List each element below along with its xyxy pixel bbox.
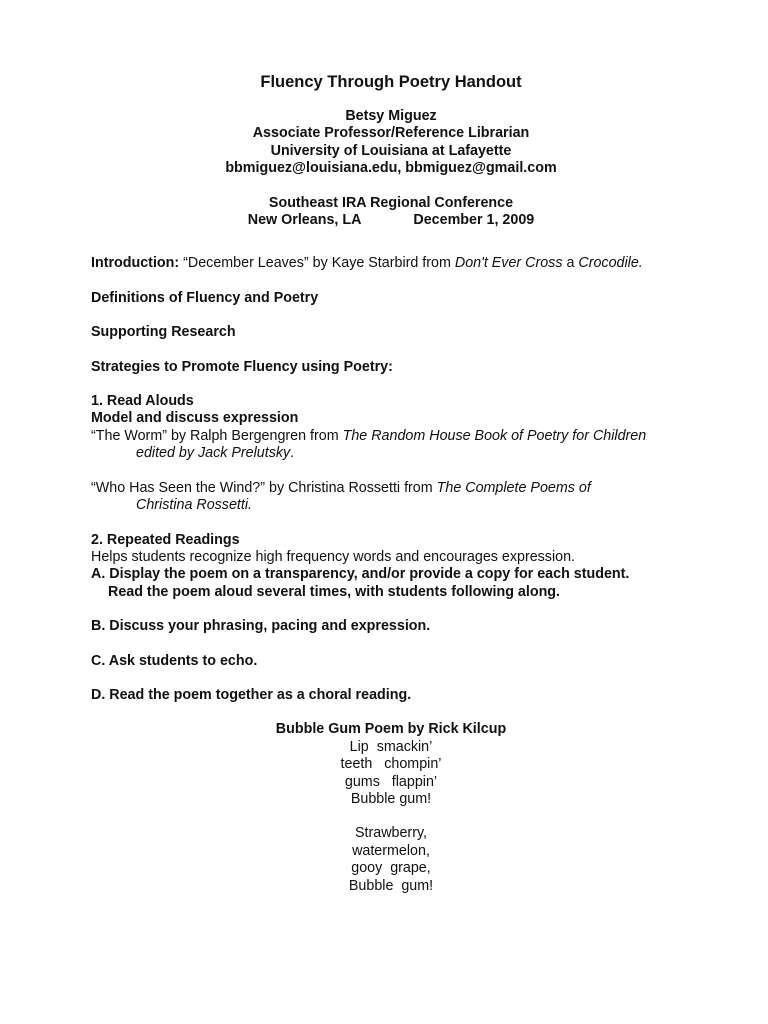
read-aloud-item-2 (91, 480, 691, 497)
poem-line: gooy grape, (351, 860, 431, 877)
poem-line: watermelon, (352, 842, 430, 859)
read-alouds-heading: 1. Read Alouds (91, 393, 194, 410)
read-aloud-item-1-editor: edited by Jack Prelutsky (136, 445, 291, 462)
poem-line: Bubble gum! (350, 790, 432, 807)
read-aloud-item-1-text: “The Worm” by Ralph Bergengren from (91, 427, 343, 444)
handout-page (91, 72, 691, 895)
step-b: B. Discuss your phrasing, pacing and expression. (91, 618, 431, 635)
step-d: D. Read the poem together as a choral reading. (91, 686, 412, 703)
poem-line: Lip smackin’ (349, 738, 433, 755)
poem-line: teeth chompin’ (340, 756, 442, 773)
poem-line: Bubble gum! (348, 877, 434, 894)
conference-location-date (91, 212, 691, 229)
introduction-book-2: Crocodile. (578, 255, 643, 272)
author-position: Associate Professor/Reference Librarian (252, 125, 530, 142)
step-a-line-1: A. Display the poem on a transparency, and/or provide a copy for each student. (91, 566, 630, 583)
repeated-readings-desc: Helps students recognize high frequency words and encourages expression. (91, 548, 575, 565)
read-aloud-item-1-cont (91, 445, 691, 462)
research-heading: Supporting Research (91, 324, 236, 341)
conference-date: December 1, 2009 (413, 212, 535, 229)
repeated-readings-heading: 2. Repeated Readings (91, 531, 240, 548)
author-name: Betsy Miguez (345, 108, 437, 124)
author-university: University of Louisiana at Lafayette (270, 142, 512, 159)
read-aloud-item-2-cont: Christina Rossetti. (136, 497, 253, 514)
step-c: C. Ask students to echo. (91, 652, 258, 669)
read-aloud-item-2-text: “Who Has Seen the Wind?” by Christina Rossetti from (91, 479, 437, 496)
document-title: Fluency Through Poetry Handout (260, 73, 522, 91)
introduction-label: Introduction: (91, 255, 180, 272)
introduction-book-1: Don't Ever Cross (454, 255, 563, 272)
read-aloud-item-1-book: The Random House Book of Poetry for Children (342, 427, 647, 444)
introduction-line (91, 255, 691, 272)
read-aloud-item-2-book: The Complete Poems of (436, 479, 591, 496)
conference-location: New Orleans, LA (247, 212, 362, 229)
poem-line: Strawberry, (354, 825, 428, 842)
poem-title: Bubble Gum Poem by Rick Kilcup (275, 721, 507, 738)
header-block (91, 72, 691, 229)
read-alouds-subheading: Model and discuss expression (91, 410, 299, 427)
author-emails: bbmiguez@louisiana.edu, bbmiguez@gmail.com (225, 160, 557, 177)
conference-name: Southeast IRA Regional Conference (268, 194, 514, 211)
read-aloud-item-1 (91, 428, 691, 445)
poem-line: gums flappin’ (344, 773, 438, 790)
introduction-text-2: a (562, 255, 579, 272)
introduction-text-1: “December Leaves” by Kaye Starbird from (179, 255, 455, 272)
bubble-gum-poem (91, 721, 691, 895)
step-a-line-2: Read the poem aloud several times, with students following along. (108, 583, 561, 600)
strategies-heading: Strategies to Promote Fluency using Poetry: (91, 358, 393, 375)
definitions-heading: Definitions of Fluency and Poetry (91, 289, 319, 306)
read-aloud-item-1-end: . (290, 445, 295, 462)
